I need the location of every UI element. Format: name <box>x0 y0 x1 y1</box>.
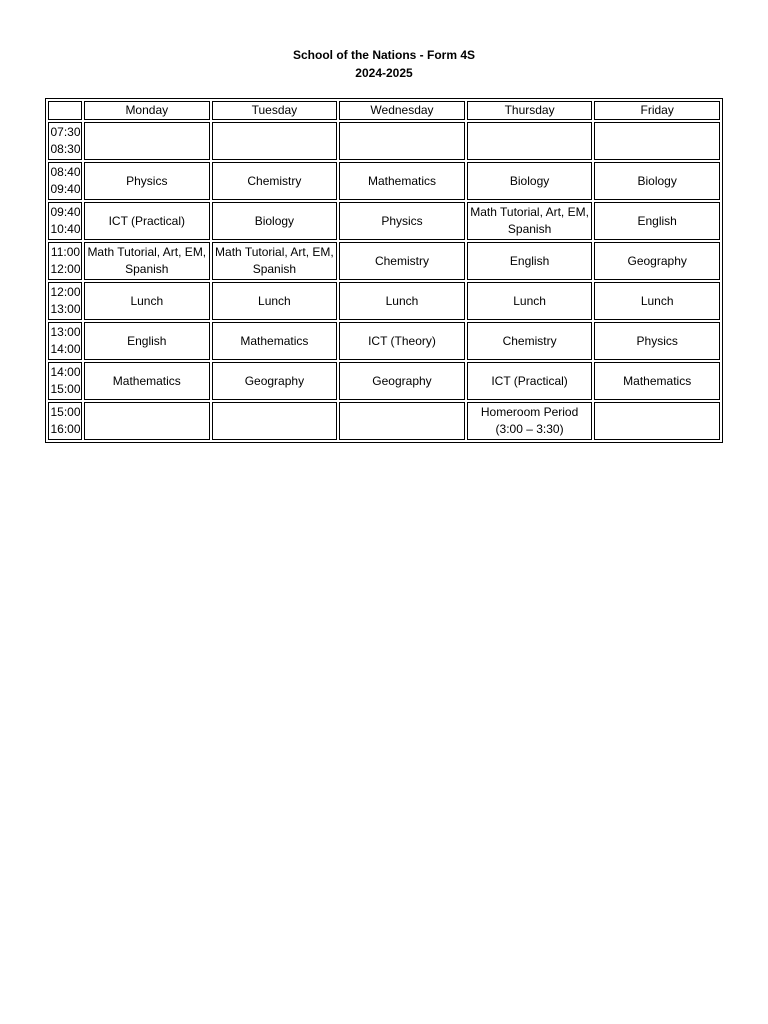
time-slot-cell <box>48 242 82 280</box>
table-row <box>48 362 720 400</box>
class-cell: Biology <box>212 202 338 240</box>
class-cell <box>84 122 210 160</box>
time-slot-cell <box>48 362 82 400</box>
class-cell: Physics <box>84 162 210 200</box>
document-header <box>0 46 768 82</box>
class-cell: Mathematics <box>84 362 210 400</box>
class-cell: Lunch <box>467 282 593 320</box>
day-header-thursday: Thursday <box>467 101 593 120</box>
document-title: School of the Nations - Form 4S <box>292 48 475 62</box>
time-end: 09:40 <box>50 182 81 196</box>
class-cell: English <box>594 202 720 240</box>
table-row <box>48 162 720 200</box>
class-cell: English <box>467 242 593 280</box>
table-row <box>48 242 720 280</box>
time-slot-cell <box>48 282 82 320</box>
time-slot-cell <box>48 202 82 240</box>
class-cell: Math Tutorial, Art, EM, Spanish <box>84 242 210 280</box>
table-row <box>48 202 720 240</box>
class-cell <box>594 122 720 160</box>
table-row <box>48 122 720 160</box>
day-header-friday: Friday <box>594 101 720 120</box>
class-cell: Geography <box>339 362 465 400</box>
class-cell <box>339 402 465 440</box>
time-start: 08:40 <box>50 165 81 179</box>
time-end: 14:00 <box>50 342 81 356</box>
class-cell: English <box>84 322 210 360</box>
class-cell: Biology <box>467 162 593 200</box>
class-cell: ICT (Practical) <box>467 362 593 400</box>
time-start: 13:00 <box>50 325 81 339</box>
time-start: 15:00 <box>50 405 81 419</box>
class-cell <box>212 122 338 160</box>
class-cell: ICT (Theory) <box>339 322 465 360</box>
time-end: 10:40 <box>50 222 81 236</box>
class-cell: Chemistry <box>339 242 465 280</box>
time-start: 14:00 <box>50 365 81 379</box>
class-cell <box>594 402 720 440</box>
time-end: 16:00 <box>50 422 81 436</box>
class-cell: Mathematics <box>594 362 720 400</box>
timetable-header <box>48 101 720 120</box>
class-cell: Mathematics <box>212 322 338 360</box>
time-start: 11:00 <box>50 245 81 259</box>
time-end: 08:30 <box>50 142 81 156</box>
class-cell <box>339 122 465 160</box>
class-cell: Math Tutorial, Art, EM, Spanish <box>467 202 593 240</box>
class-cell: Biology <box>594 162 720 200</box>
corner-cell <box>48 101 82 120</box>
table-row <box>48 322 720 360</box>
time-start: 12:00 <box>50 285 81 299</box>
time-start: 09:40 <box>50 205 81 219</box>
timetable <box>45 98 723 443</box>
day-header-tuesday: Tuesday <box>212 101 338 120</box>
class-cell: Lunch <box>339 282 465 320</box>
class-cell: Chemistry <box>467 322 593 360</box>
timetable-body <box>48 122 720 440</box>
day-header-wednesday: Wednesday <box>339 101 465 120</box>
class-cell: Math Tutorial, Art, EM, Spanish <box>212 242 338 280</box>
time-start: 07:30 <box>50 125 81 139</box>
class-cell: Lunch <box>212 282 338 320</box>
class-cell: Lunch <box>594 282 720 320</box>
class-cell: Chemistry <box>212 162 338 200</box>
time-slot-cell <box>48 162 82 200</box>
class-cell <box>467 122 593 160</box>
time-end: 13:00 <box>50 302 81 316</box>
class-cell: Physics <box>594 322 720 360</box>
time-slot-cell <box>48 322 82 360</box>
class-cell: Geography <box>594 242 720 280</box>
document-subtitle: 2024-2025 <box>355 66 413 80</box>
class-cell: Geography <box>212 362 338 400</box>
class-cell <box>212 402 338 440</box>
time-end: 12:00 <box>50 262 81 276</box>
time-slot-cell <box>48 402 82 440</box>
table-row <box>48 402 720 440</box>
header-row <box>48 101 720 120</box>
table-row <box>48 282 720 320</box>
day-header-monday: Monday <box>84 101 210 120</box>
class-cell: Lunch <box>84 282 210 320</box>
time-end: 15:00 <box>50 382 81 396</box>
class-cell: Mathematics <box>339 162 465 200</box>
time-slot-cell <box>48 122 82 160</box>
class-cell: Homeroom Period (3:00 – 3:30) <box>467 402 593 440</box>
class-cell: ICT (Practical) <box>84 202 210 240</box>
class-cell: Physics <box>339 202 465 240</box>
class-cell <box>84 402 210 440</box>
